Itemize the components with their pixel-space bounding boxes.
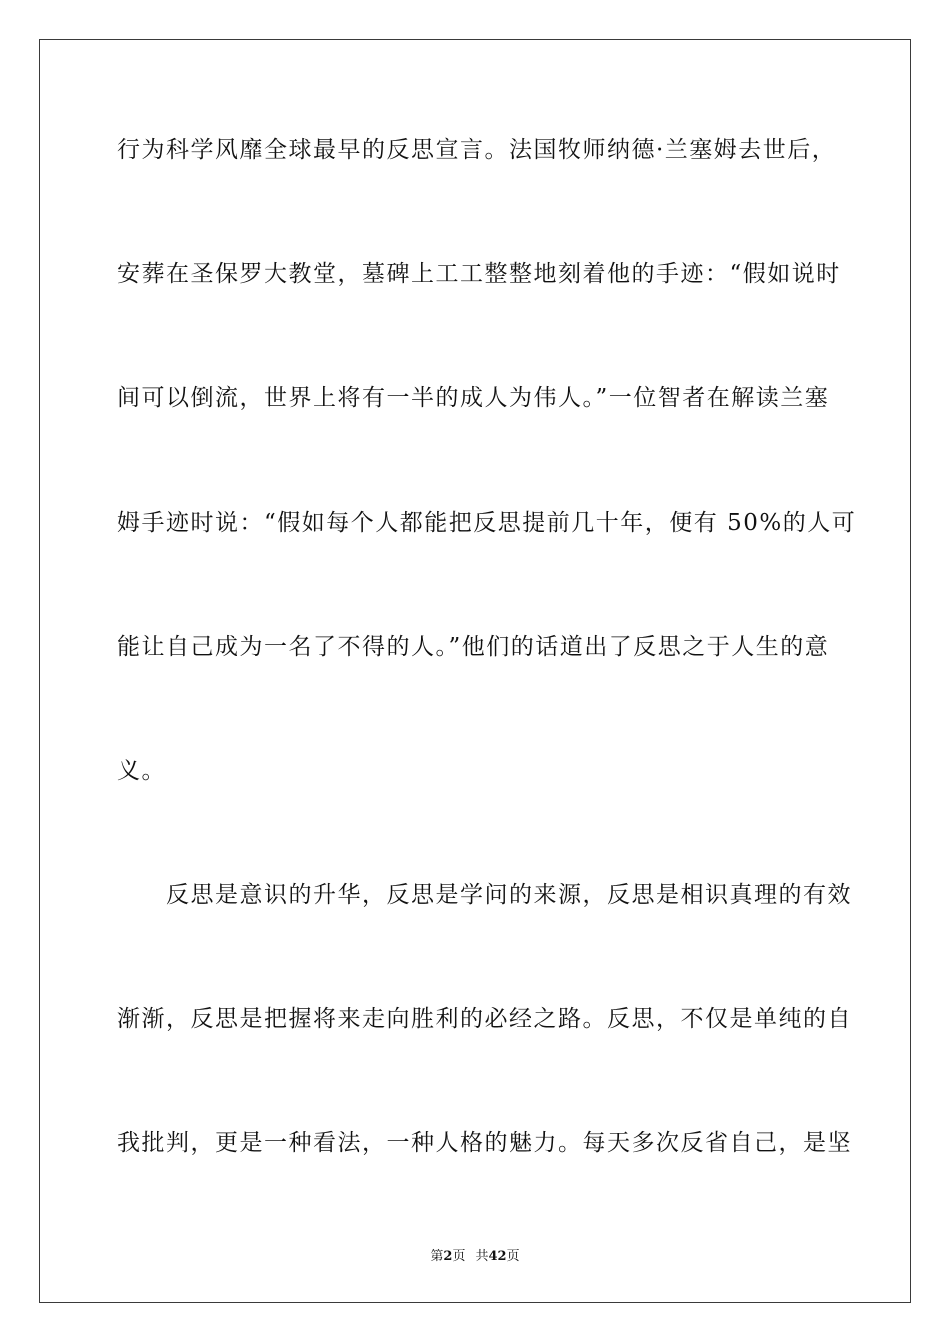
body-text-line: 间可以倒流，世界上将有一半的成人为伟人。”一位智者在解读兰塞 [117, 385, 830, 411]
page-border [39, 39, 911, 1303]
body-text-line: 行为科学风靡全球最早的反思宣言。法国牧师纳德·兰塞姆去世后， [117, 137, 837, 163]
body-text-line: 我批判，更是一种看法，一种人格的魅力。每天多次反省自己，是坚 [117, 1130, 852, 1156]
page-label-prefix: 第 [430, 1249, 444, 1264]
body-text-line: 义。 [117, 758, 166, 784]
page-label-suffix: 页 [452, 1249, 466, 1264]
body-text-line: 渐渐，反思是把握将来走向胜利的必经之路。反思，不仅是单纯的自 [117, 1006, 852, 1032]
body-text-line: 安葬在圣保罗大教堂，墓碑上工工整整地刻着他的手迹：“假如说时 [117, 261, 841, 287]
page-footer [0, 1248, 950, 1266]
body-text-line: 反思是意识的升华，反思是学问的来源，反思是相识真理的有效 [117, 882, 852, 908]
total-label-suffix: 页 [506, 1249, 520, 1264]
page-number: 2 [443, 1249, 453, 1264]
body-text-line: 姆手迹时说：“假如每个人都能把反思提前几十年，便有 50%的人可 [117, 510, 857, 536]
total-label-prefix: 共 [475, 1249, 489, 1264]
body-text-line: 能让自己成为一名了不得的人。”他们的话道出了反思之于人生的意 [117, 634, 830, 660]
total-pages: 42 [488, 1249, 507, 1264]
